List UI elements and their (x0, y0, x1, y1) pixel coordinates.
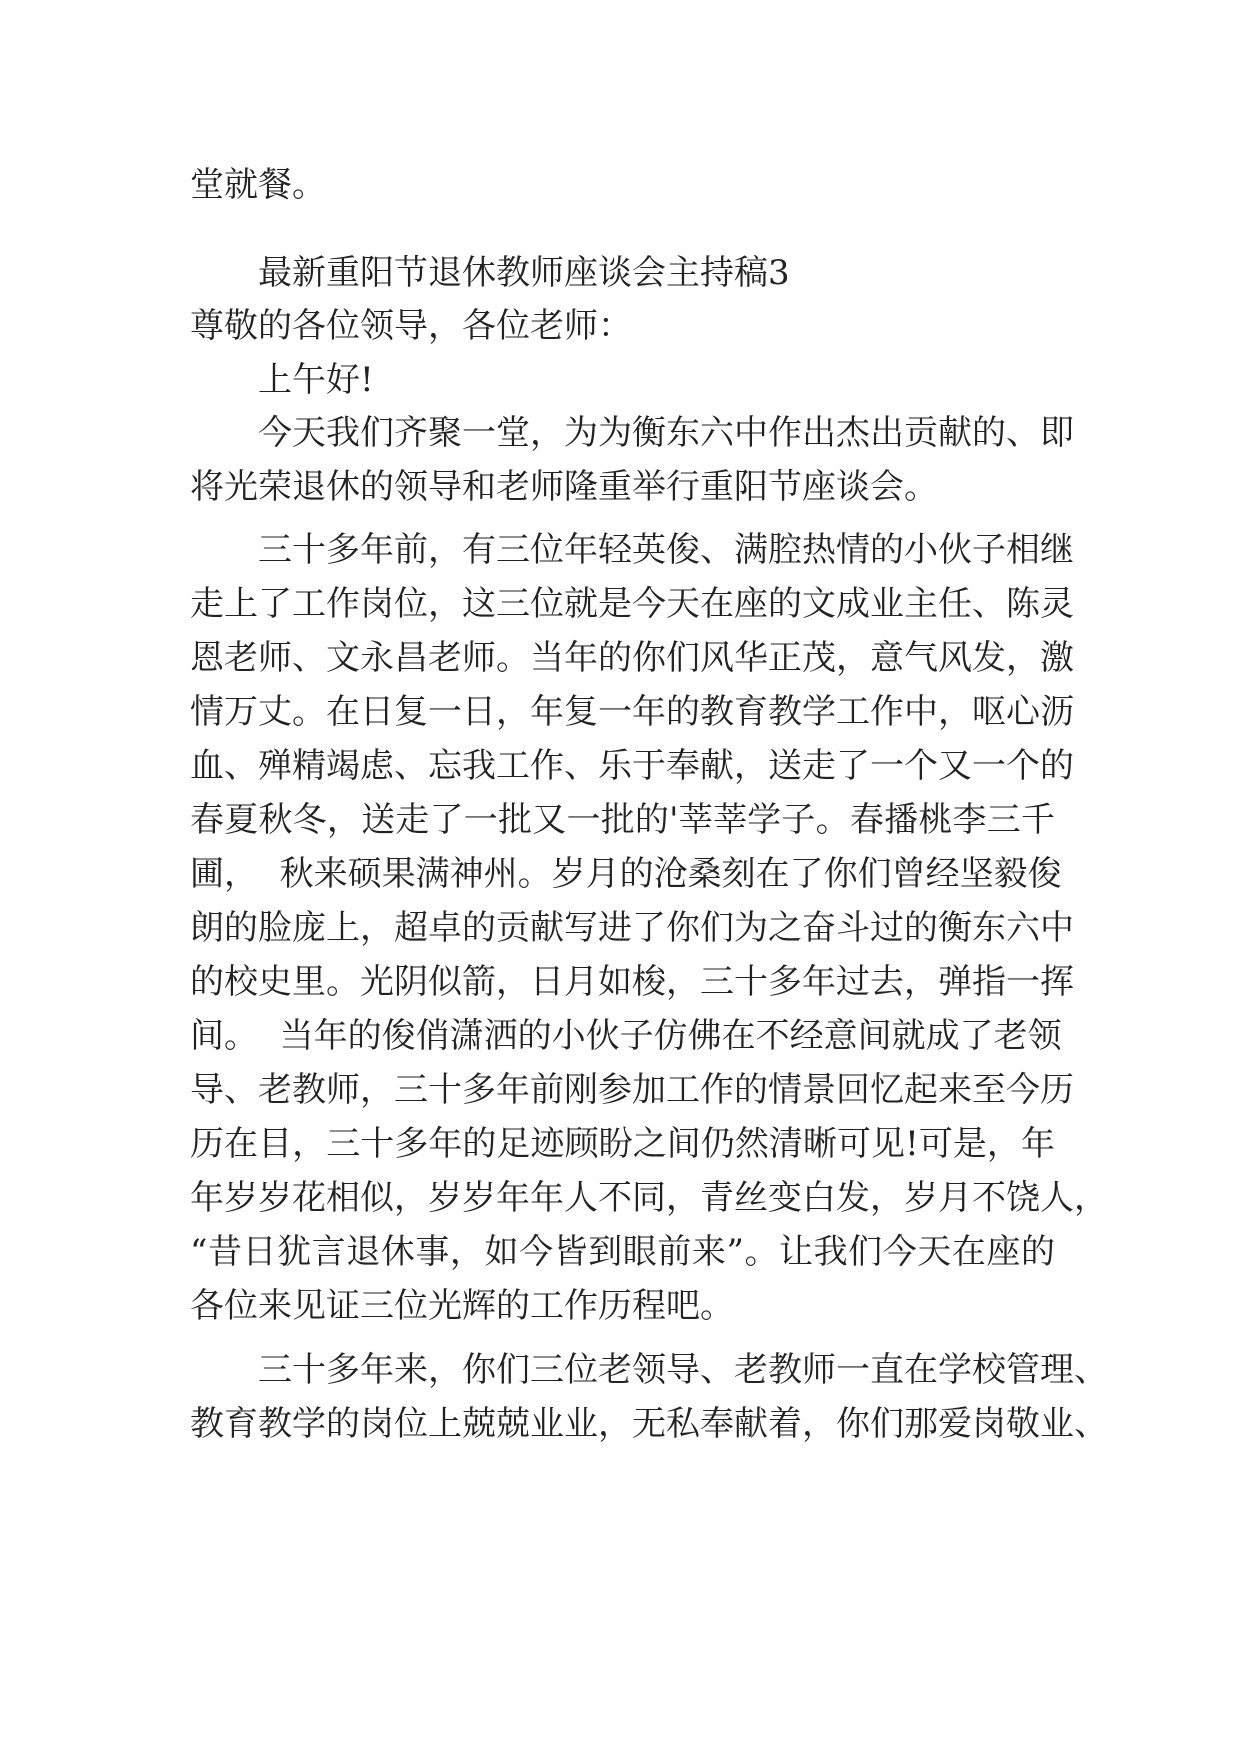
continuation-text: 堂就餐。 (190, 165, 326, 205)
paragraph-line: 血、殚精竭虑、忘我工作、乐于奉献，送走了一个又一个的 (190, 746, 1074, 786)
paragraph-line: 将光荣退休的领导和老师隆重举行重阳节座谈会。 (190, 467, 938, 507)
paragraph-line: 三十多年来，你们三位老领导、老教师一直在学校管理、 (258, 1350, 1108, 1390)
paragraph-line: 历在目，三十多年的足迹顾盼之间仍然清晰可见!可是，年 (190, 1124, 1055, 1164)
paragraph-line: 各位来见证三位光辉的工作历程吧。 (190, 1286, 734, 1326)
paragraph-line: 年岁岁花相似，岁岁年年人不同，青丝变白发，岁月不饶人， (190, 1178, 1108, 1218)
paragraph-line: 今天我们齐聚一堂，为为衡东六中作出杰出贡献的、即 (258, 413, 1074, 453)
greeting: 上午好! (258, 360, 374, 400)
paragraph-line: 导、老教师，三十多年前刚参加工作的情景回忆起来至今历 (190, 1070, 1074, 1110)
paragraph-line: 教育教学的岗位上兢兢业业，无私奉献着，你们那爱岗敬业、 (190, 1404, 1108, 1444)
paragraph-line: 情万丈。在日复一日，年复一年的教育教学工作中，呕心沥 (190, 692, 1074, 732)
paragraph-line: 间。 当年的俊俏潇洒的小伙子仿佛在不经意间就成了老领 (190, 1016, 1062, 1056)
paragraph-line: 恩老师、文永昌老师。当年的你们风华正茂，意气风发，激 (190, 638, 1074, 678)
paragraph-line: 的校史里。光阴似箭，日月如梭，三十多年过去，弹指一挥 (190, 962, 1074, 1002)
paragraph-line: 圃， 秋来硕果满神州。岁月的沧桑刻在了你们曾经坚毅俊 (190, 854, 1062, 894)
paragraph-line: 三十多年前，有三位年轻英俊、满腔热情的小伙子相继 (258, 530, 1074, 570)
paragraph-line: 春夏秋冬，送走了一批又一批的'莘莘学子。春播桃李三千 (190, 800, 1055, 840)
paragraph-line: 朗的脸庞上，超卓的贡献写进了你们为之奋斗过的衡东六中 (190, 908, 1074, 948)
paragraph-line: 走上了工作岗位，这三位就是今天在座的文成业主任、陈灵 (190, 584, 1074, 624)
document-title: 最新重阳节退休教师座谈会主持稿3 (258, 253, 790, 293)
salutation: 尊敬的各位领导，各位老师： (190, 306, 632, 346)
paragraph-line: “昔日犹言退休事，如今皆到眼前来”。让我们今天在座的 (190, 1232, 1055, 1272)
